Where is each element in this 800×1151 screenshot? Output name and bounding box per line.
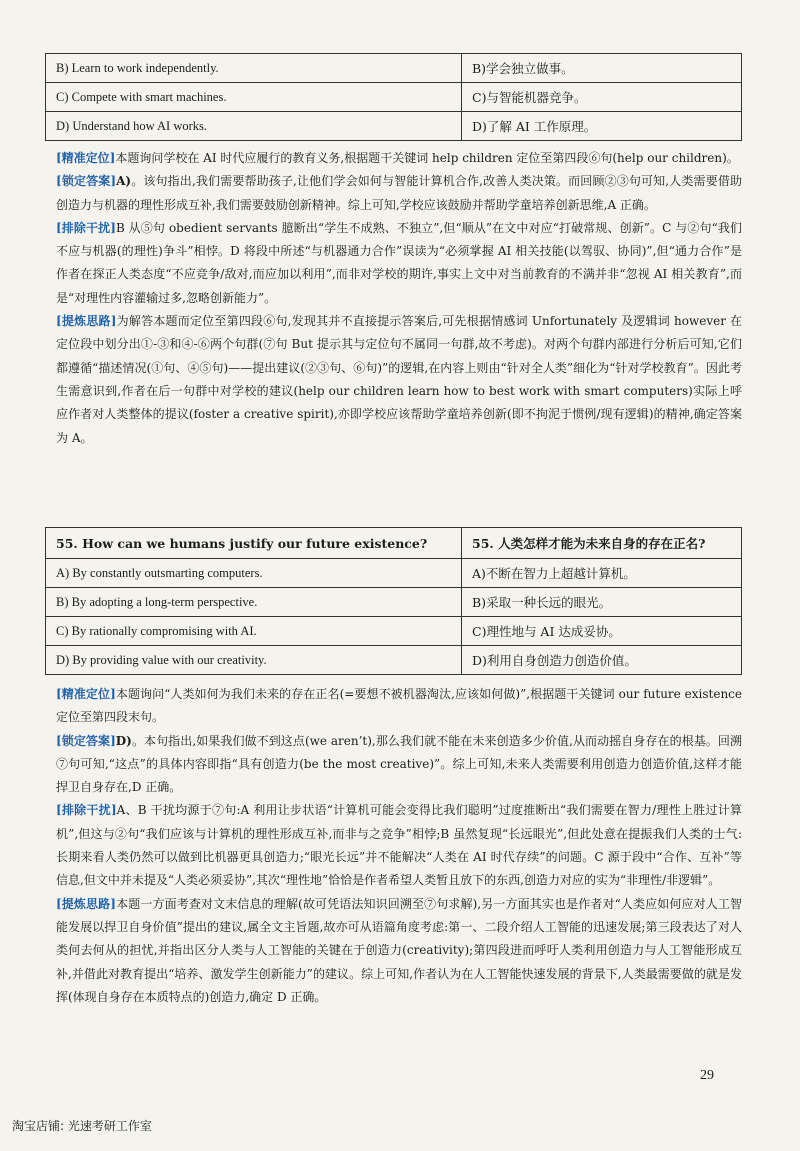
options-table-q54 (45, 53, 742, 141)
option-zh: B)学会独立做事。 (462, 54, 742, 83)
section-tag: [提炼思路] (56, 896, 116, 911)
q55-exclude (56, 799, 742, 892)
answer-key: A) (116, 174, 132, 189)
option-zh: A)不断在智力上超越计算机。 (462, 559, 742, 588)
option-zh: D)了解 AI 工作原理。 (462, 112, 742, 141)
section-tag: [精准定位] (56, 687, 116, 701)
page-number: 29 (700, 1068, 714, 1083)
options-table-q55 (45, 527, 742, 675)
question-en: 55. How can we humans justify our future existence? (46, 528, 462, 559)
paragraph-text: 本题询问“人类如何为我们未来的存在正名(=要想不被机器淘汰,应该如何做)”,根据题干关键词 our future existence 定位至第四段末句。 (56, 687, 742, 725)
paragraph-text: 本题一方面考查对文末信息的理解(故可凭语法知识回溯至⑦句求解),另一方面其实也是作者对“人类应如何应对人工智能发展以捍卫自身价值”提出的建议,属全文主旨题,故亦可从语篇角度考虑:第一、二段介绍人工智能的迅速发展;第三段表达了对人类何去何从的担忧,并指出区分人类与人工智能的关键在于创造力(creativity);第四段进而呼吁人类利用创造力与人工智能形成互补,并借此对教育提出“培养、激发学生创新能力”的建议。综上可知,作者认为在人工智能快速发展的背景下,人类最需要做的就是发挥(体现自身存在本质特点的)创造力,确定 D 正确。 (56, 896, 742, 1004)
table-row (46, 559, 742, 588)
q54-refine (56, 310, 742, 450)
table-row (46, 617, 742, 646)
section-tag: [排除干扰] (56, 803, 117, 818)
paragraph-text: 。该句指出,我们需要帮助孩子,让他们学会如何与智能计算机合作,改善人类决策。而回顾②③句可知,人类需要借助创造力与机器的理性形成互补,我们需要鼓励创新精神。综上可知,学校应该鼓励并帮助学童培养创新思维,A 正确。 (56, 174, 742, 212)
answer-key: D) (115, 733, 132, 748)
option-zh: B)采取一种长远的眼光。 (462, 588, 742, 617)
option-en: B) Learn to work independently. (46, 54, 462, 83)
option-en: D) Understand how AI works. (46, 112, 462, 141)
option-en: B) By adopting a long-term perspective. (46, 588, 462, 617)
option-en: C) Compete with smart machines. (46, 83, 462, 112)
section-tag: [排除干扰] (56, 220, 116, 235)
q54-locate (56, 147, 742, 170)
section-tag: [锁定答案] (56, 733, 116, 748)
paragraph-text: A、B 干扰均源于⑦句:A 利用让步状语“计算机可能会变得比我们聪明”过度推断出“我们需要在智力/理性上胜过计算机”,但这与②句“我们应该与计算机的理性形成互补,而非与之竞争”相悖;B 虽然复现“长远眼光”,但此处意在提振我们人类的士气:长期来看人类仍然可以做到比机器更具创造力;“眼光长远”并不能解决“人类在 AI 时代存续”的问题。C 源于段中“合作、互补”等信息,但文中并未提及“人类必须妥协”,其次“理性地”恰恰是作者希望人类暂且放下的东西,创造力对应的实为“非理性/非逻辑”。 (56, 803, 742, 888)
table-header-row (46, 528, 742, 559)
table-row (46, 646, 742, 675)
paragraph-text: 为解答本题而定位至第四段⑥句,发现其并不直接提示答案后,可先根据情感词 Unfortunately 及逻辑词 however 在定位段中划分出①-③和④-⑥两个句群(⑦句 But 提示其与定位句不属同一句群,故不考虑)。对两个句群内部进行分析后可知,它们都遵循“描述情况(①句、④⑤句)——提出建议(②③句、⑥句)”的逻辑,在内容上则由“针对全人类”细化为“针对学校教育”。因此考生需意识到,作者在后一句群中对学校的建议(help our children learn how to best work with smart computers)实际上呼应作者对人类整体的提议(foster a creative spirit),亦即学校应该帮助学童培养创新(即不拘泥于惯例/现有逻辑)的精神,确定答案为 A。 (56, 314, 742, 445)
option-zh: C)与智能机器竞争。 (462, 83, 742, 112)
option-zh: D)利用自身创造力创造价值。 (462, 646, 742, 675)
paragraph-text: B 从⑤句 obedient servants 臆断出“学生不成熟、不独立”,但“顺从”在文中对应“打破常规、创新”。C 与②句“我们不应与机器(的理性)争斗”相悖。D 将段中所述“与机器通力合作”误读为“必须掌握 AI 相关技能(以驾驭、协同)”,但“通力合作”是作者在探正人类态度“不应竞争/敌对,而应加以利用”,而非对学校的期许,事实上文中对当前教育的不满并非“忽视 AI 相关教育”,而是“对理性内容灌输过多,忽略创新能力”。 (56, 220, 742, 305)
option-en: C) By rationally compromising with AI. (46, 617, 462, 646)
q55-explanation (56, 683, 742, 1009)
table-row (46, 112, 742, 141)
section-tag: [提炼思路] (56, 314, 117, 329)
option-en: A) By constantly outsmarting computers. (46, 559, 462, 588)
table-row (46, 54, 742, 83)
paragraph-text: 。本句指出,如果我们做不到这点(we aren’t),那么我们就不能在未来创造多少价值,从而动摇自身存在的根基。回溯⑦句可知,“这点”的具体内容即指“具有创造力(be the most creative)”。综上可知,未来人类需要利用创造力创造价值,这样才能捍卫自身存在,D 正确。 (56, 733, 743, 795)
q55-answer (56, 730, 742, 800)
section-tag: [精准定位] (56, 151, 116, 165)
section-tag: [锁定答案] (56, 174, 117, 189)
option-zh: C)理性地与 AI 达成妥协。 (462, 617, 742, 646)
footer-shop-label: 淘宝店铺: 光速考研工作室 (12, 1119, 152, 1133)
option-en: D) By providing value with our creativity. (46, 646, 462, 675)
table-row (46, 83, 742, 112)
q54-answer (56, 170, 742, 217)
question-zh: 55. 人类怎样才能为未来自身的存在正名? (462, 528, 742, 559)
table-row (46, 588, 742, 617)
q55-locate (56, 683, 742, 730)
q55-refine (56, 893, 742, 1009)
q54-exclude (56, 217, 742, 310)
paragraph-text: 本题询问学校在 AI 时代应履行的教育义务,根据题干关键词 help children 定位至第四段⑥句(help our children)。 (115, 151, 739, 165)
q54-explanation (56, 147, 742, 450)
